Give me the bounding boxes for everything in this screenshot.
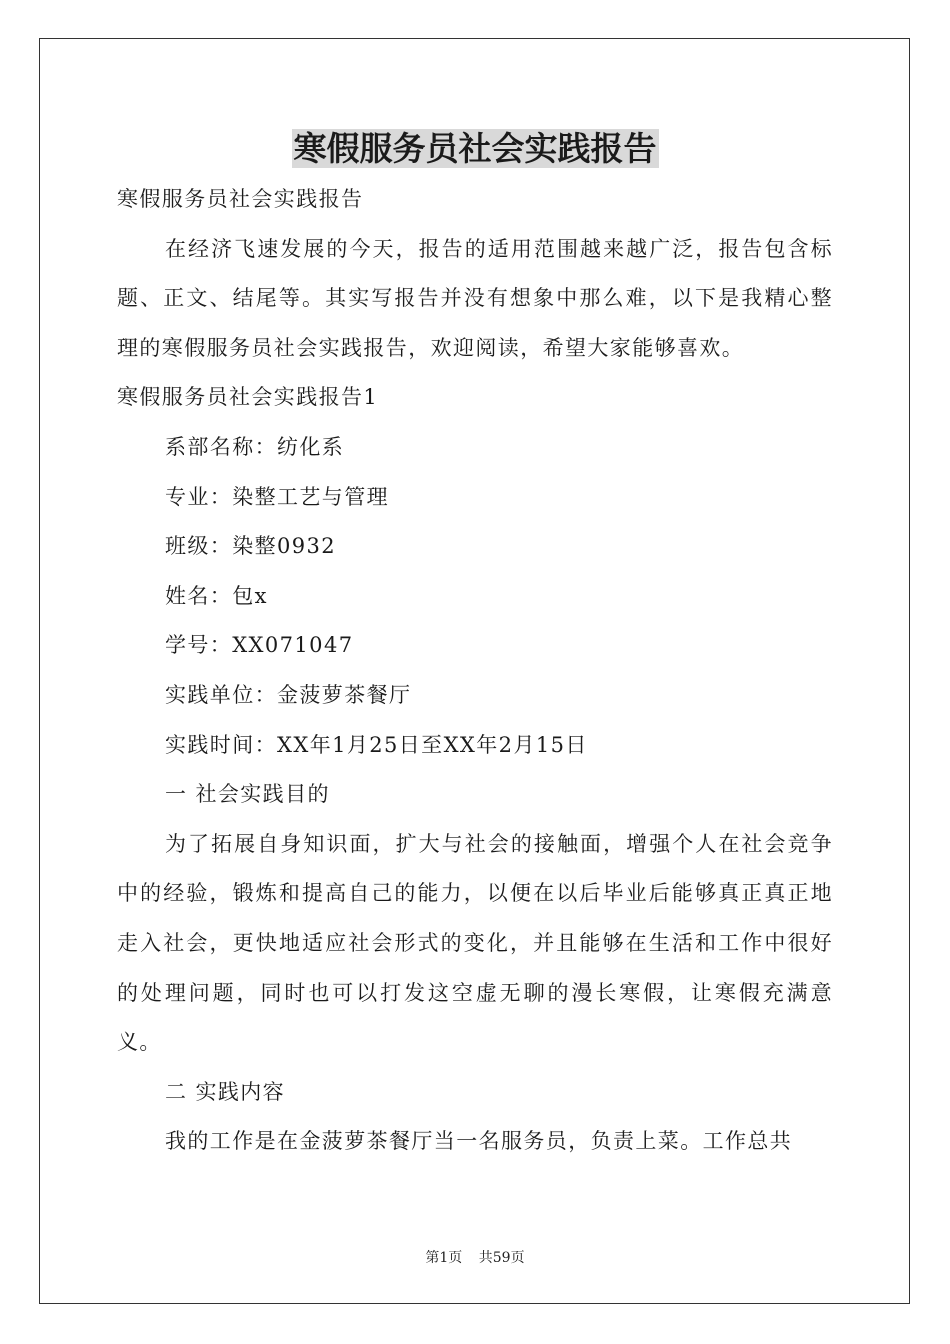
document-title-text: 寒假服务员社会实践报告 xyxy=(293,129,657,168)
paragraph-content: 我的工作是在金菠萝茶餐厅当一名服务员，负责上菜。工作总共 xyxy=(165,1129,793,1154)
paragraph-class: 班级：染整0932 xyxy=(165,534,337,559)
paragraph-report-heading: 寒假服务员社会实践报告1 xyxy=(117,385,379,410)
section-heading-content: 二 实践内容 xyxy=(165,1079,286,1104)
document-body xyxy=(117,175,833,1167)
paragraph-practice-time: 实践时间：XX年1月25日至XX年2月15日 xyxy=(165,732,588,757)
page-total: 共59页 xyxy=(478,1250,525,1266)
paragraph-student-id: 学号：XX071047 xyxy=(165,633,354,658)
paragraph-major: 专业：染整工艺与管理 xyxy=(165,484,389,509)
paragraph-name: 姓名：包x xyxy=(165,583,268,608)
document-title xyxy=(0,126,950,172)
paragraph-subtitle: 寒假服务员社会实践报告 xyxy=(117,187,364,211)
page-number: 第1页 xyxy=(425,1250,463,1266)
paragraph-practice-unit: 实践单位：金菠萝茶餐厅 xyxy=(165,682,412,707)
section-heading-purpose: 一 社会实践目的 xyxy=(165,782,330,807)
page-footer xyxy=(0,1247,950,1267)
paragraph-intro: 在经济飞速发展的今天，报告的适用范围越来越广泛，报告包含标题、正文、结尾等。其实写报告并没有想象中那么难，以下是我精心整理的寒假服务员社会实践报告，欢迎阅读，希望大家能够喜欢。 xyxy=(117,236,833,360)
paragraph-purpose: 为了拓展自身知识面，扩大与社会的接触面，增强个人在社会竞争中的经验，锻炼和提高自己的能力，以便在以后毕业后能够真正真正地走入社会，更快地适应社会形式的变化，并且能够在生活和工作中很好的处理问题，同时也可以打发这空虚无聊的漫长寒假，让寒假充满意义。 xyxy=(117,831,833,1055)
paragraph-department: 系部名称：纺化系 xyxy=(165,434,345,459)
